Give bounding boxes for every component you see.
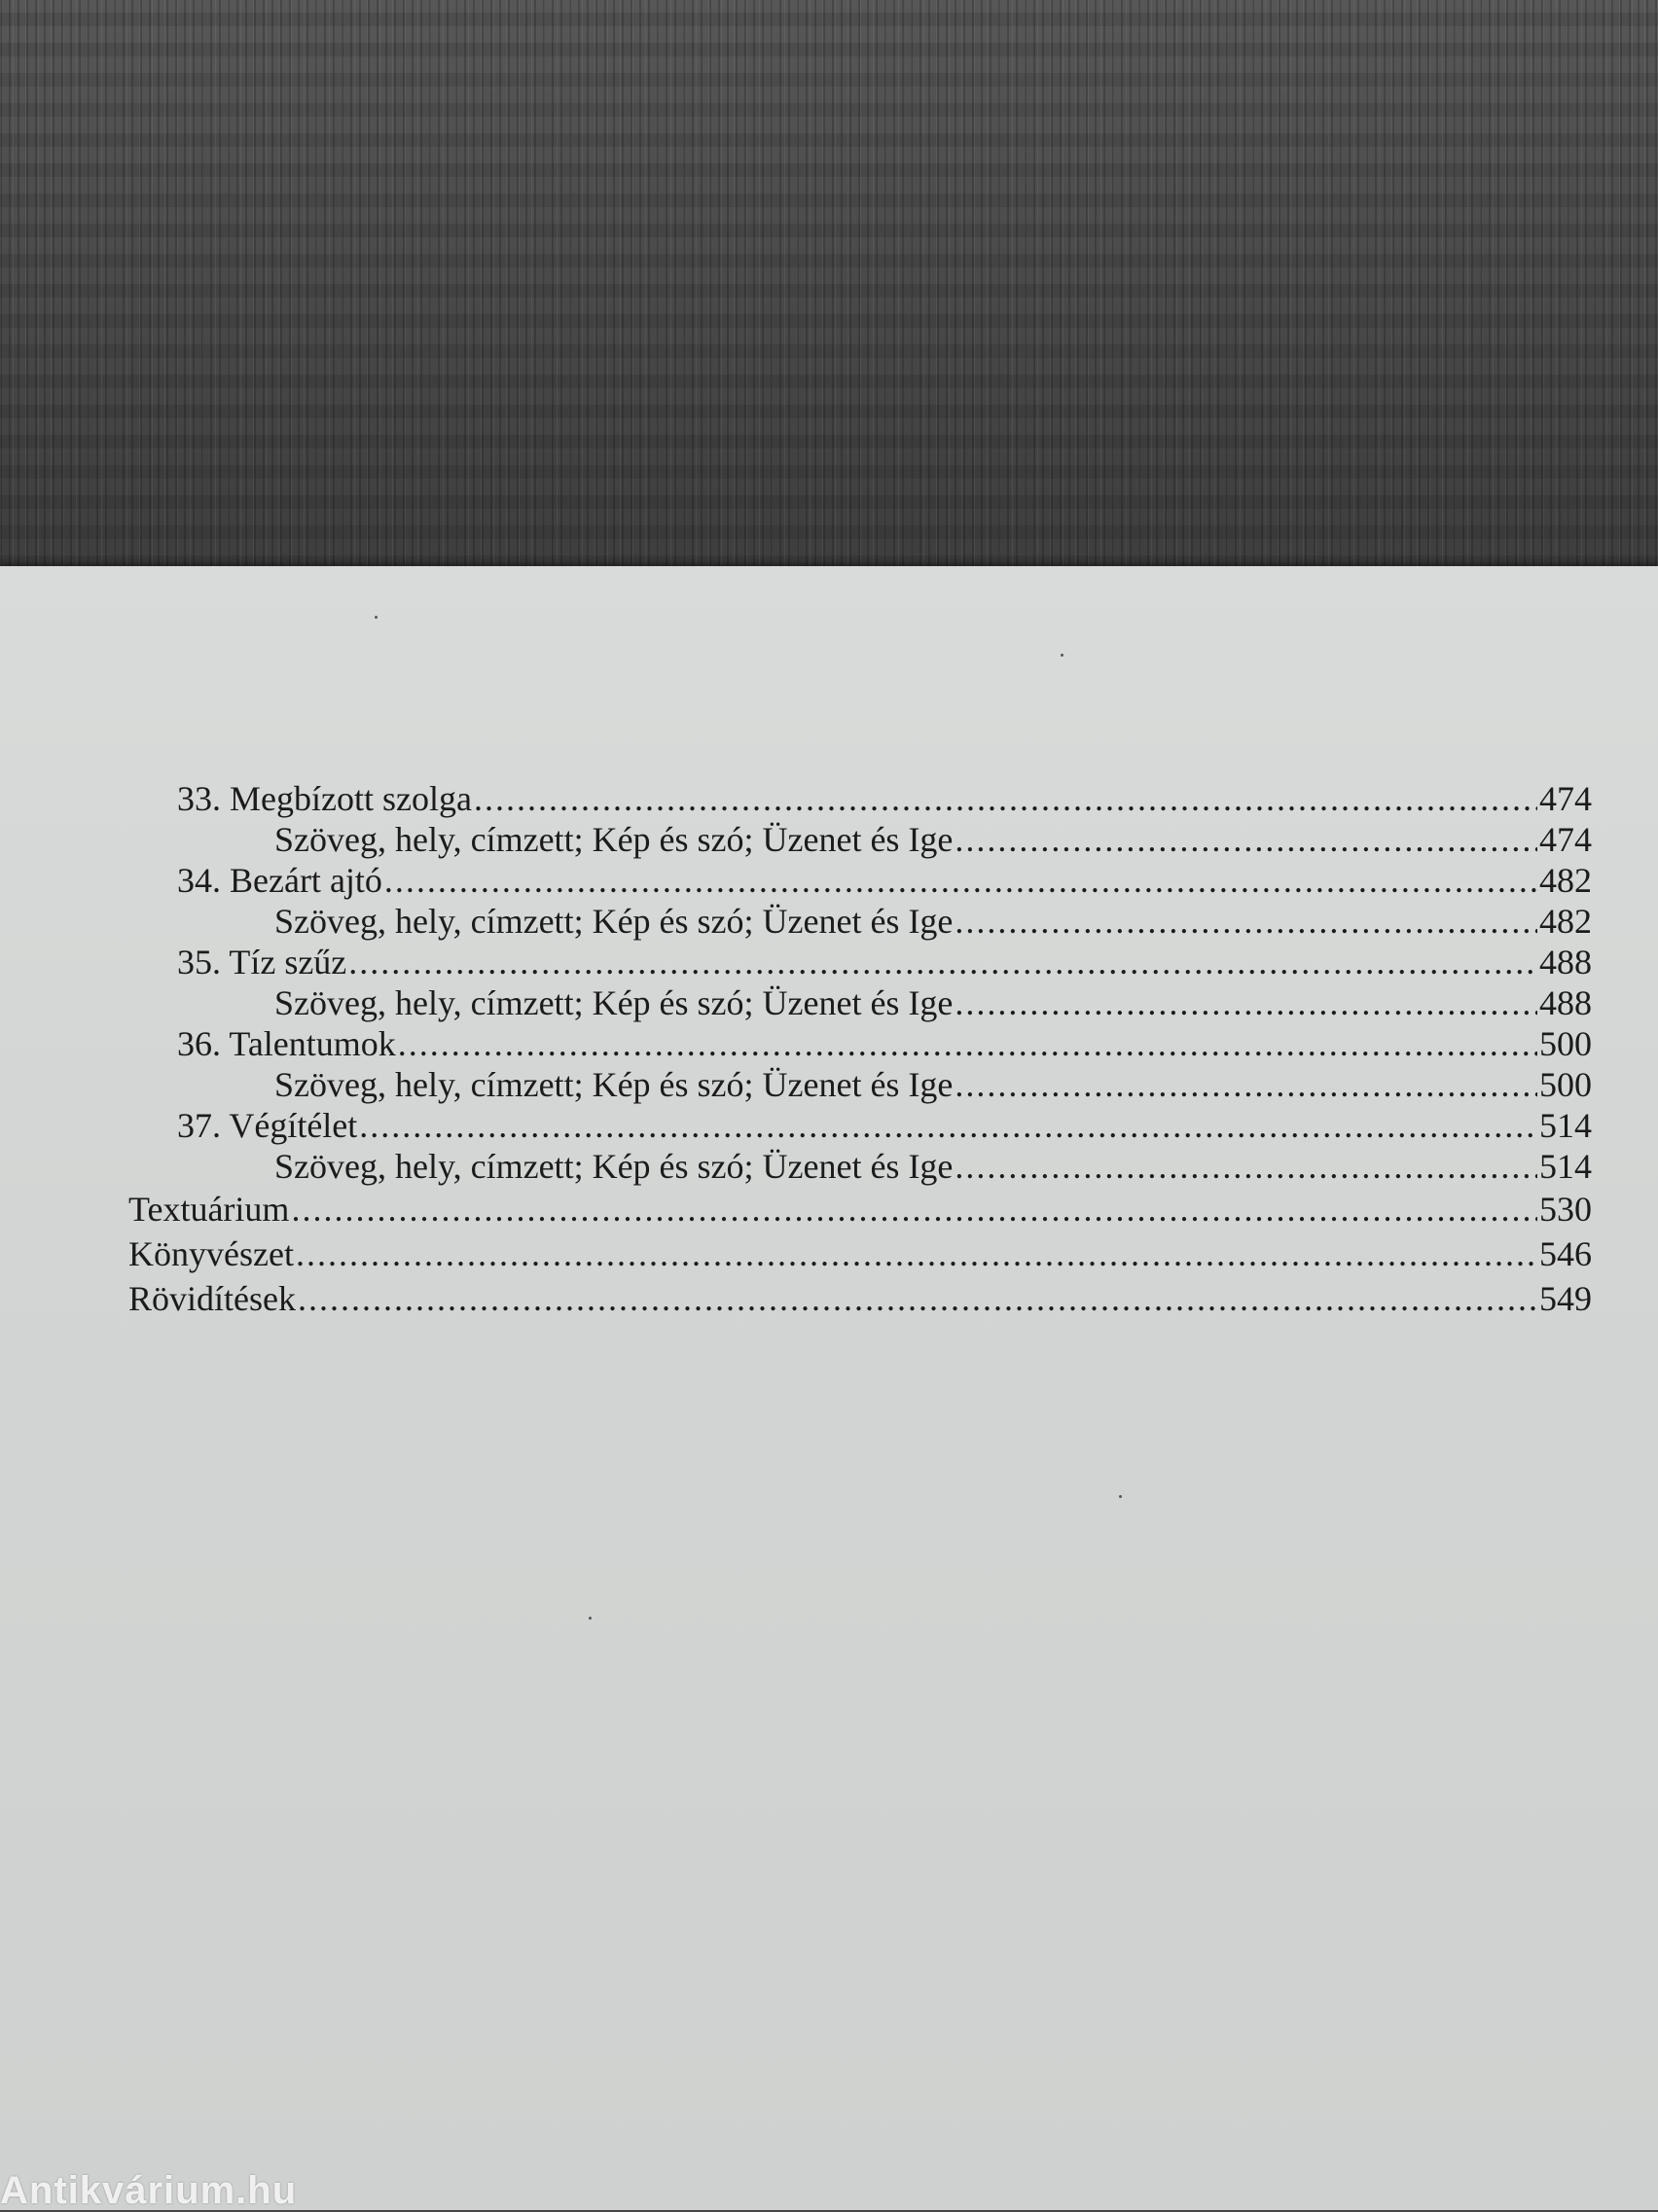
paper-speck <box>589 1617 592 1620</box>
toc-page-number: 530 <box>1539 1190 1592 1229</box>
toc-entry-label: 34. Bezárt ajtó <box>177 861 382 900</box>
toc-page-number: 500 <box>1539 1024 1592 1063</box>
toc-leader-dots <box>298 1276 1537 1321</box>
toc-leader-dots <box>348 942 1537 982</box>
toc-page-number: 488 <box>1539 943 1592 981</box>
toc-page-number: 549 <box>1539 1279 1592 1318</box>
toc-entry-label: 37. Végítélet <box>177 1106 358 1145</box>
table-of-contents <box>128 778 1592 1321</box>
toc-page-number: 474 <box>1539 779 1592 818</box>
toc-entry-label: 36. Talentumok <box>177 1024 396 1063</box>
toc-page-number: 474 <box>1539 820 1592 859</box>
toc-entry-33 <box>128 778 1592 819</box>
toc-entry-36 <box>128 1023 1592 1064</box>
toc-entry-label: Szöveg, hely, címzett; Kép és szó; Üzenet és Ige <box>274 1147 954 1186</box>
toc-page-number: 482 <box>1539 902 1592 941</box>
toc-page-number: 514 <box>1539 1106 1592 1145</box>
paper-speck <box>1119 1495 1122 1498</box>
toc-entry-label: 35. Tíz szűz <box>177 943 347 981</box>
dark-background <box>0 0 1658 569</box>
toc-subentry-34 <box>128 901 1592 942</box>
toc-entry-label: Textuárium <box>128 1190 290 1229</box>
toc-page-number: 482 <box>1539 861 1592 900</box>
toc-leader-dots <box>955 1146 1537 1187</box>
toc-page-number: 514 <box>1539 1147 1592 1186</box>
toc-entry-label: Szöveg, hely, címzett; Kép és szó; Üzenet és Ige <box>274 1065 954 1104</box>
toc-entry-textuarium <box>128 1187 1592 1231</box>
toc-leader-dots <box>955 819 1537 860</box>
book-page <box>0 566 1658 2210</box>
toc-leader-dots <box>955 901 1537 942</box>
toc-entry-label: Szöveg, hely, címzett; Kép és szó; Üzenet és Ige <box>274 820 954 859</box>
toc-entry-34 <box>128 860 1592 901</box>
toc-leader-dots <box>474 778 1537 819</box>
toc-entry-35 <box>128 942 1592 982</box>
toc-page-number: 546 <box>1539 1234 1592 1273</box>
toc-subentry-35 <box>128 982 1592 1023</box>
toc-entry-label: 33. Megbízott szolga <box>177 779 472 818</box>
toc-entry-label: Szöveg, hely, címzett; Kép és szó; Üzenet és Ige <box>274 983 954 1022</box>
paper-speck <box>1061 654 1063 657</box>
toc-leader-dots <box>398 1023 1537 1064</box>
toc-leader-dots <box>384 860 1537 901</box>
toc-entry-label: Rövidítések <box>128 1279 296 1318</box>
toc-leader-dots <box>359 1105 1537 1146</box>
toc-entry-37 <box>128 1105 1592 1146</box>
toc-leader-dots <box>291 1187 1537 1231</box>
toc-subentry-33 <box>128 819 1592 860</box>
toc-entry-label: Könyvészet <box>128 1234 294 1273</box>
toc-entry-roviditesek <box>128 1276 1592 1321</box>
toc-entry-konyveszet <box>128 1231 1592 1276</box>
toc-subentry-37 <box>128 1146 1592 1187</box>
watermark-logo: Antikvárium.hu <box>0 2169 298 2212</box>
toc-entry-label: Szöveg, hely, címzett; Kép és szó; Üzenet és Ige <box>274 902 954 941</box>
toc-subentry-36 <box>128 1064 1592 1105</box>
toc-leader-dots <box>955 1064 1537 1105</box>
toc-page-number: 488 <box>1539 983 1592 1022</box>
toc-leader-dots <box>296 1231 1537 1276</box>
paper-speck <box>375 616 378 619</box>
toc-leader-dots <box>955 982 1537 1023</box>
toc-page-number: 500 <box>1539 1065 1592 1104</box>
